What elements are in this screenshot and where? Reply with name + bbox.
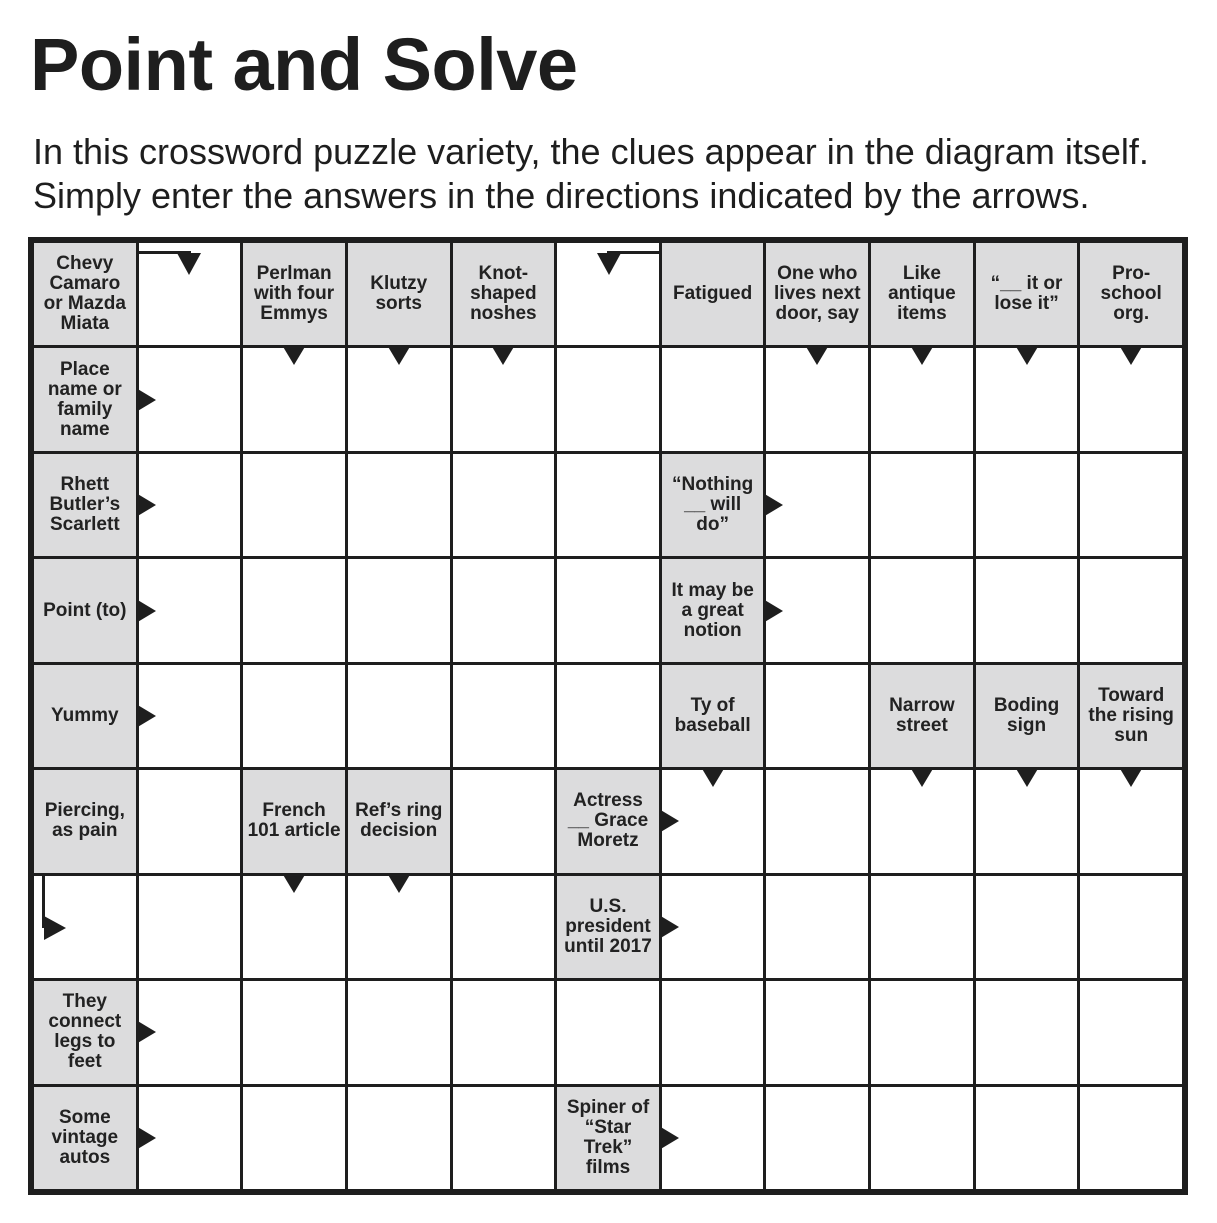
clue-cell: [557, 876, 659, 978]
answer-cell[interactable]: [557, 348, 659, 450]
clue-text: Pro-school org.: [1100, 263, 1162, 325]
answer-cell[interactable]: [243, 454, 345, 556]
answer-cell[interactable]: [139, 243, 241, 345]
clue-text: Like antique items: [888, 263, 956, 325]
clue-text: Perlman with four Emmys: [253, 263, 335, 325]
answer-cell[interactable]: [453, 665, 555, 767]
instructions-line-1: In this crossword puzzle variety, the clues appear in the diagram itself.: [33, 131, 1149, 172]
arrow-right-icon: [136, 493, 156, 517]
arrow-down-icon: [701, 767, 725, 787]
clue-cell: [662, 559, 764, 661]
clue-cell: [976, 243, 1078, 345]
clue-cell: [348, 243, 450, 345]
clue-cell: [34, 770, 136, 872]
answer-cell[interactable]: [1080, 559, 1182, 661]
clue-text: Ref’s ring decision: [355, 800, 443, 842]
puzzle-title: Point and Solve: [30, 23, 578, 106]
answer-cell[interactable]: [976, 981, 1078, 1083]
clue-cell: [662, 665, 764, 767]
clue-cell: [871, 665, 973, 767]
clue-text: Klutzy sorts: [370, 273, 428, 315]
arrow-down-icon: [1015, 767, 1039, 787]
answer-cell[interactable]: [766, 1087, 868, 1189]
arrow-right-icon: [136, 388, 156, 412]
clue-cell: [34, 1087, 136, 1189]
clue-text: Some vintage autos: [51, 1106, 119, 1168]
clue-cell: [34, 981, 136, 1083]
clue-cell: [557, 770, 659, 872]
clue-text: U.S. president until 2017: [564, 895, 652, 957]
answer-cell[interactable]: [557, 559, 659, 661]
clue-text: Yummy: [51, 704, 119, 726]
clue-text: They connect legs to feet: [48, 991, 122, 1073]
answer-cell[interactable]: [1080, 454, 1182, 556]
arrow-down-icon: [491, 345, 515, 365]
answer-cell[interactable]: [766, 665, 868, 767]
answer-cell[interactable]: [1080, 1087, 1182, 1189]
clue-text: French 101 article: [247, 800, 341, 842]
clue-cell: [34, 665, 136, 767]
answer-cell[interactable]: [871, 454, 973, 556]
answer-cell[interactable]: [871, 1087, 973, 1189]
clue-text: Actress __ Grace Moretz: [567, 790, 649, 852]
answer-cell[interactable]: [662, 348, 764, 450]
clue-cell: [34, 559, 136, 661]
clue-cell: [1080, 665, 1182, 767]
clue-cell: [348, 770, 450, 872]
answer-cell[interactable]: [1080, 981, 1182, 1083]
answer-cell[interactable]: [976, 454, 1078, 556]
arrow-right-icon: [659, 1126, 679, 1150]
answer-cell[interactable]: [243, 665, 345, 767]
clue-cell: [34, 454, 136, 556]
clue-text: “Nothing __ will do”: [672, 474, 754, 536]
arrow-down-icon: [1015, 345, 1039, 365]
answer-cell[interactable]: [348, 981, 450, 1083]
answer-cell[interactable]: [766, 876, 868, 978]
clue-text: “__ it or lose it”: [990, 273, 1063, 315]
answer-cell[interactable]: [453, 981, 555, 1083]
clue-text: Ty of baseball: [674, 694, 751, 736]
clue-text: Toward the rising sun: [1088, 684, 1174, 746]
answer-cell[interactable]: [348, 665, 450, 767]
clue-cell: [34, 243, 136, 345]
answer-cell[interactable]: [348, 559, 450, 661]
clue-cell: [557, 1087, 659, 1189]
answer-cell[interactable]: [976, 1087, 1078, 1189]
answer-cell[interactable]: [557, 454, 659, 556]
arrow-right-icon: [763, 493, 783, 517]
clue-cell: [766, 243, 868, 345]
answer-cell[interactable]: [557, 665, 659, 767]
clue-text: Piercing, as pain: [44, 800, 125, 842]
answer-cell[interactable]: [34, 876, 136, 978]
arrow-down-icon: [282, 345, 306, 365]
answer-cell[interactable]: [139, 876, 241, 978]
clue-text: Rhett Butler’s Scarlett: [49, 474, 121, 536]
clue-cell: [1080, 243, 1182, 345]
clue-cell: [662, 243, 764, 345]
answer-cell[interactable]: [871, 876, 973, 978]
answer-cell[interactable]: [871, 559, 973, 661]
clue-text: Spiner of “Star Trek” films: [566, 1096, 650, 1178]
instructions-line-2: Simply enter the answers in the directions indicated by the arrows.: [33, 175, 1090, 216]
clue-cell: [34, 348, 136, 450]
clue-text: Point (to): [43, 599, 127, 621]
arrow-down-icon: [910, 767, 934, 787]
arrow-right-icon: [136, 599, 156, 623]
answer-cell[interactable]: [1080, 876, 1182, 978]
answer-cell[interactable]: [662, 981, 764, 1083]
clue-cell: [871, 243, 973, 345]
clue-text: Fatigued: [673, 283, 753, 305]
clue-text: It may be a great notion: [671, 579, 754, 641]
arrow-down-icon: [387, 873, 411, 893]
arrow-down-icon: [387, 345, 411, 365]
answer-cell[interactable]: [557, 981, 659, 1083]
clue-cell: [662, 454, 764, 556]
clue-text: Place name or family name: [47, 358, 122, 440]
answer-cell[interactable]: [766, 981, 868, 1083]
answer-cell[interactable]: [453, 770, 555, 872]
answer-cell[interactable]: [557, 243, 659, 345]
clue-text: Boding sign: [993, 694, 1060, 736]
arrow-right-icon: [136, 704, 156, 728]
arrow-down-icon: [805, 345, 829, 365]
answer-cell[interactable]: [348, 454, 450, 556]
clue-text: Knot-shaped noshes: [470, 263, 537, 325]
arrow-down-icon: [1119, 767, 1143, 787]
clue-cell: [976, 665, 1078, 767]
arrow-right-icon: [136, 1126, 156, 1150]
answer-cell[interactable]: [871, 981, 973, 1083]
clue-text: Chevy Camaro or Mazda Miata: [43, 253, 126, 335]
crossword-grid: [28, 237, 1188, 1195]
answer-cell[interactable]: [348, 1087, 450, 1189]
clue-cell: [243, 243, 345, 345]
answer-cell[interactable]: [243, 1087, 345, 1189]
answer-cell[interactable]: [766, 770, 868, 872]
answer-cell[interactable]: [976, 559, 1078, 661]
arrow-right-icon: [659, 809, 679, 833]
clue-cell: [453, 243, 555, 345]
answer-cell[interactable]: [243, 981, 345, 1083]
answer-cell[interactable]: [243, 559, 345, 661]
answer-cell[interactable]: [453, 454, 555, 556]
answer-cell[interactable]: [453, 1087, 555, 1189]
arrow-down-icon: [282, 873, 306, 893]
answer-cell[interactable]: [453, 559, 555, 661]
arrow-down-icon: [1119, 345, 1143, 365]
clue-text: One who lives next door, say: [773, 263, 861, 325]
arrow-right-icon: [136, 1020, 156, 1044]
arrow-right-icon: [763, 599, 783, 623]
answer-cell[interactable]: [453, 876, 555, 978]
clue-cell: [243, 770, 345, 872]
clue-text: Narrow street: [889, 694, 955, 736]
arrow-down-icon: [910, 345, 934, 365]
arrow-right-icon: [659, 915, 679, 939]
answer-cell[interactable]: [139, 770, 241, 872]
answer-cell[interactable]: [976, 876, 1078, 978]
